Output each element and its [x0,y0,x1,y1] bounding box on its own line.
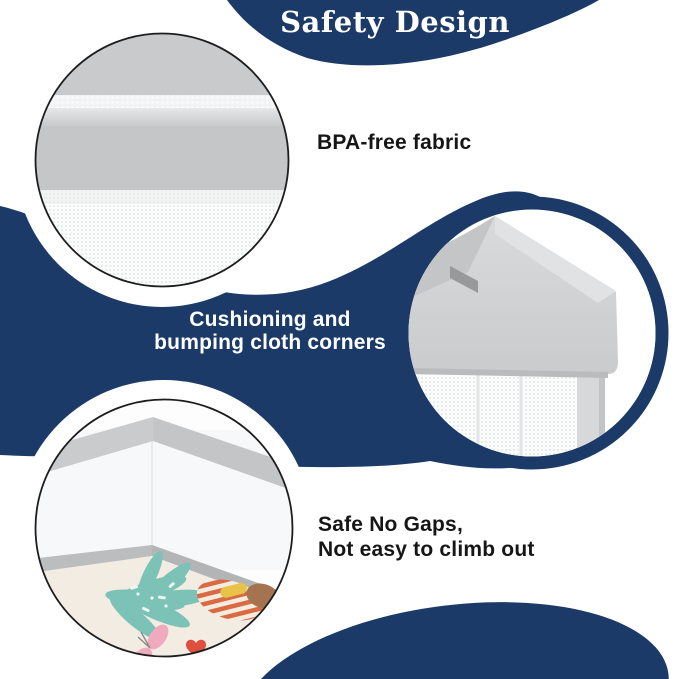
caption-corners-line2: bumping cloth corners [154,331,386,354]
caption-cushioning-corners [128,308,412,354]
bottom-right-navy-blob-shape [230,580,679,679]
caption-safety-line2: Not easy to climb out [318,538,535,561]
caption-bpa-free-fabric: BPA-free fabric [317,131,472,154]
caption-safety-line1: Safe No Gaps, [318,513,463,536]
banner-title: Safety Design [280,5,510,39]
caption-safe-no-gaps [318,512,578,562]
caption-corners-line1: Cushioning and [189,308,351,331]
